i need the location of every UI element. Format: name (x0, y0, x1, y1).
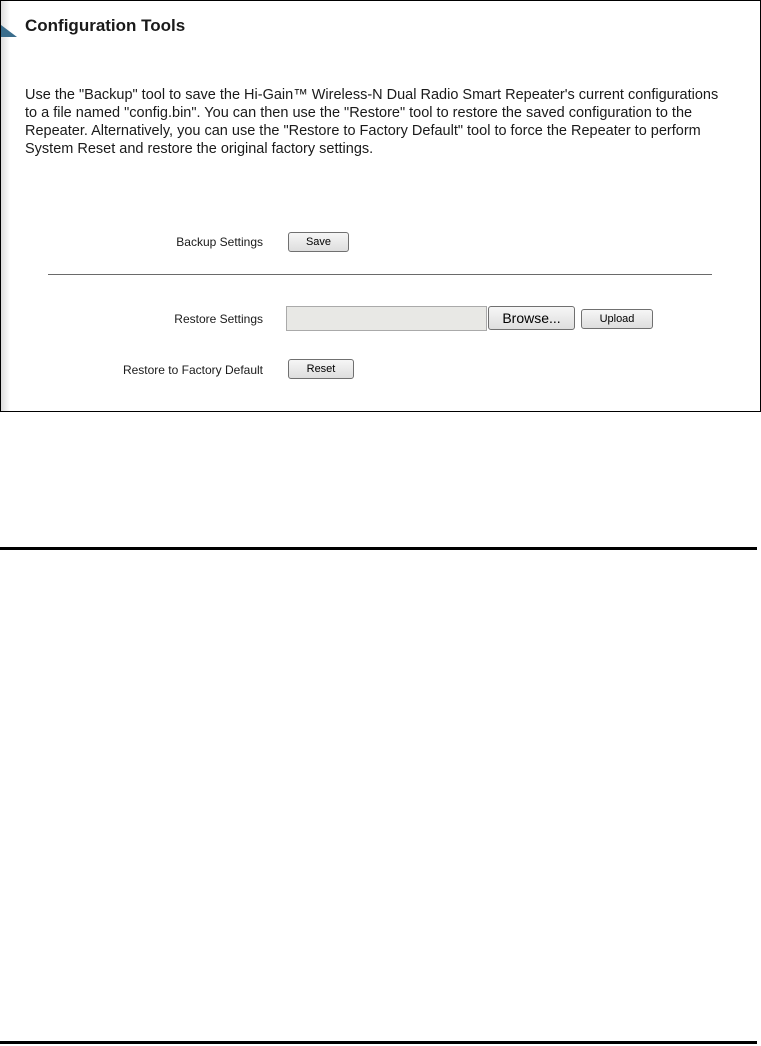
page-title: Configuration Tools (25, 16, 186, 35)
section-divider (48, 274, 712, 275)
title-marker-icon (1, 25, 17, 37)
restore-file-path-input[interactable] (286, 306, 487, 331)
page-rule-bottom (0, 1041, 757, 1044)
backup-settings-label: Backup Settings (176, 235, 263, 249)
left-edge-shadow (1, 1, 10, 411)
page-description: Use the "Backup" tool to save the Hi-Gain™ Wireless-N Dual Radio Smart Repeater's current configurations to a file named "config.bin". You can then use the "Restore" tool to restore the saved configuration to the Repeater. Alternatively, you can use the "Restore to Factory Default" tool to force the Repeater to perform System Reset and restore the original factory settings. (25, 87, 719, 157)
save-button[interactable]: Save (288, 232, 349, 252)
config-tools-panel (0, 0, 761, 412)
restore-settings-label: Restore Settings (174, 312, 263, 326)
browse-button[interactable]: Browse... (488, 306, 575, 330)
page-rule-top (0, 547, 757, 550)
upload-button[interactable]: Upload (581, 309, 653, 329)
restore-factory-default-label: Restore to Factory Default (122, 363, 263, 377)
reset-button[interactable]: Reset (288, 359, 354, 379)
